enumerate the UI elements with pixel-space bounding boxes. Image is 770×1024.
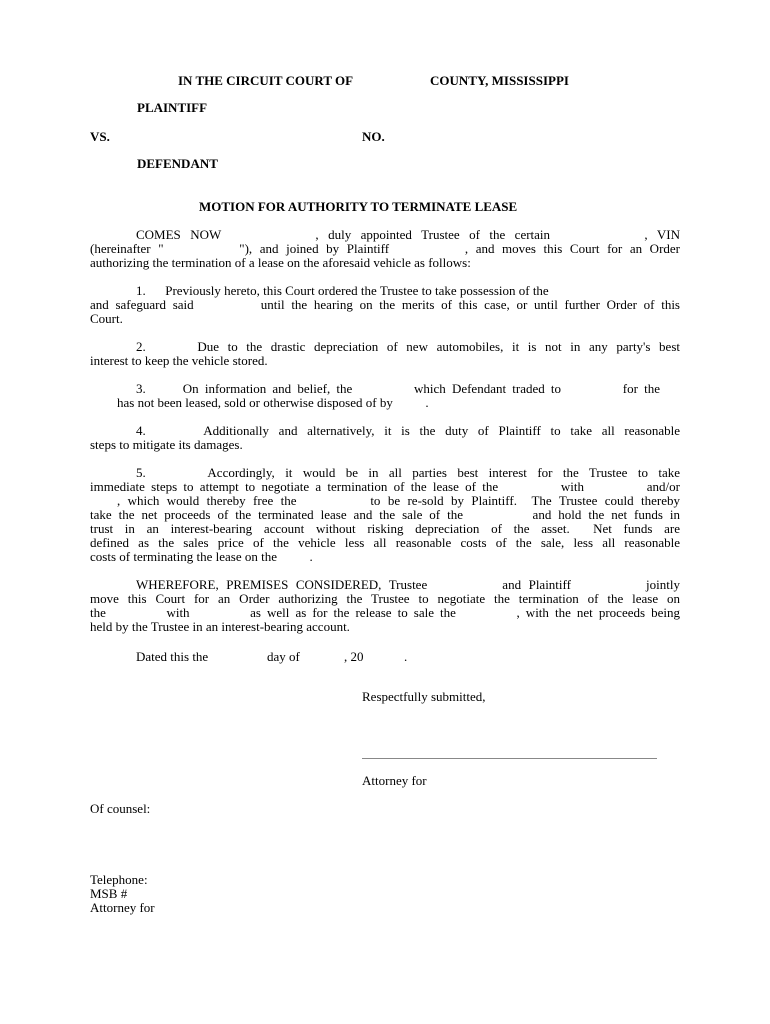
paragraph-line: and safeguard said until the hearing on the merits of this case, or until further Order of this [90,297,680,312]
dated-prefix: Dated this the [136,649,209,664]
paragraph-line: trust in an interest-bearing account without risking depreciation of the asset. Net funds are [90,521,680,536]
county-heading: COUNTY, MISSISSIPPI [430,73,569,88]
dated-day-of: day of [267,649,300,664]
paragraph-line: 1. Previously hereto, this Court ordered the Trustee to take possession of the [136,283,549,298]
paragraph-line: 2. Due to the drastic depreciation of new automobiles, it is not in any party's best [136,339,680,354]
wherefore-line: WHEREFORE, PREMISES CONSIDERED, Trustee and Plaintiff jointly [136,577,680,592]
signature-line [362,758,657,759]
paragraph-line: take the net proceeds of the terminated lease and the sale of the and hold the net funds in [90,507,680,522]
signature-attorney-for: Attorney for [362,773,427,788]
respectfully-submitted: Respectfully submitted, [362,689,486,704]
defendant-label: DEFENDANT [137,156,218,171]
intro-line: (hereinafter " "), and joined by Plaintiff , and moves this Court for an Order [90,241,680,256]
wherefore-line: move this Court for an Order authorizing the Trustee to negotiate the termination of the lease on [90,591,680,606]
footer-attorney-for: Attorney for [90,900,155,915]
paragraph-line: steps to mitigate its damages. [90,437,243,452]
paragraph-line: immediate steps to attempt to negotiate a termination of the lease of the with and/or [90,479,680,494]
paragraph-line: costs of terminating the lease on the . [90,549,313,564]
paragraph-line: , which would thereby free the to be re-sold by Plaintiff. The Trustee could thereby [117,493,680,508]
of-counsel-label: Of counsel: [90,801,151,816]
plaintiff-label: PLAINTIFF [137,100,208,115]
paragraph-line: 4. Additionally and alternatively, it is the duty of Plaintiff to take all reasonable [136,423,680,438]
wherefore-line: held by the Trustee in an interest-bearing account. [90,619,350,634]
case-number-label: NO. [362,129,385,144]
intro-paragraph [90,228,680,270]
paragraph-line: interest to keep the vehicle stored. [90,353,268,368]
dated-year: , 20 [344,649,364,664]
vs-label: VS. [90,129,110,144]
paragraph-line: defined as the sales price of the vehicle less all reasonable costs of the sale, less all reasonable [90,535,680,550]
motion-title: MOTION FOR AUTHORITY TO TERMINATE LEASE [199,199,518,214]
paragraph-2 [90,340,680,368]
paragraph-5 [90,466,680,564]
paragraph-line: has not been leased, sold or otherwise disposed of by . [117,395,429,410]
intro-line: COMES NOW , duly appointed Trustee of the certain , VIN [136,227,680,242]
paragraph-3 [90,382,680,410]
paragraph-line: 3. On information and belief, the which Defendant traded to for the [136,381,660,396]
dated-period: . [404,649,408,664]
paragraph-1 [90,284,680,326]
wherefore-paragraph [90,578,680,634]
paragraph-line: 5. Accordingly, it would be in all parties best interest for the Trustee to take [136,465,680,480]
wherefore-line: the with as well as for the release to sale the , with the net proceeds being [90,605,680,620]
court-heading: IN THE CIRCUIT COURT OF [178,73,354,88]
paragraph-line: Court. [90,311,123,326]
msb-label: MSB # [90,886,128,901]
intro-line: authorizing the termination of a lease on the aforesaid vehicle as follows: [90,255,471,270]
telephone-label: Telephone: [90,872,148,887]
paragraph-4 [90,424,680,452]
